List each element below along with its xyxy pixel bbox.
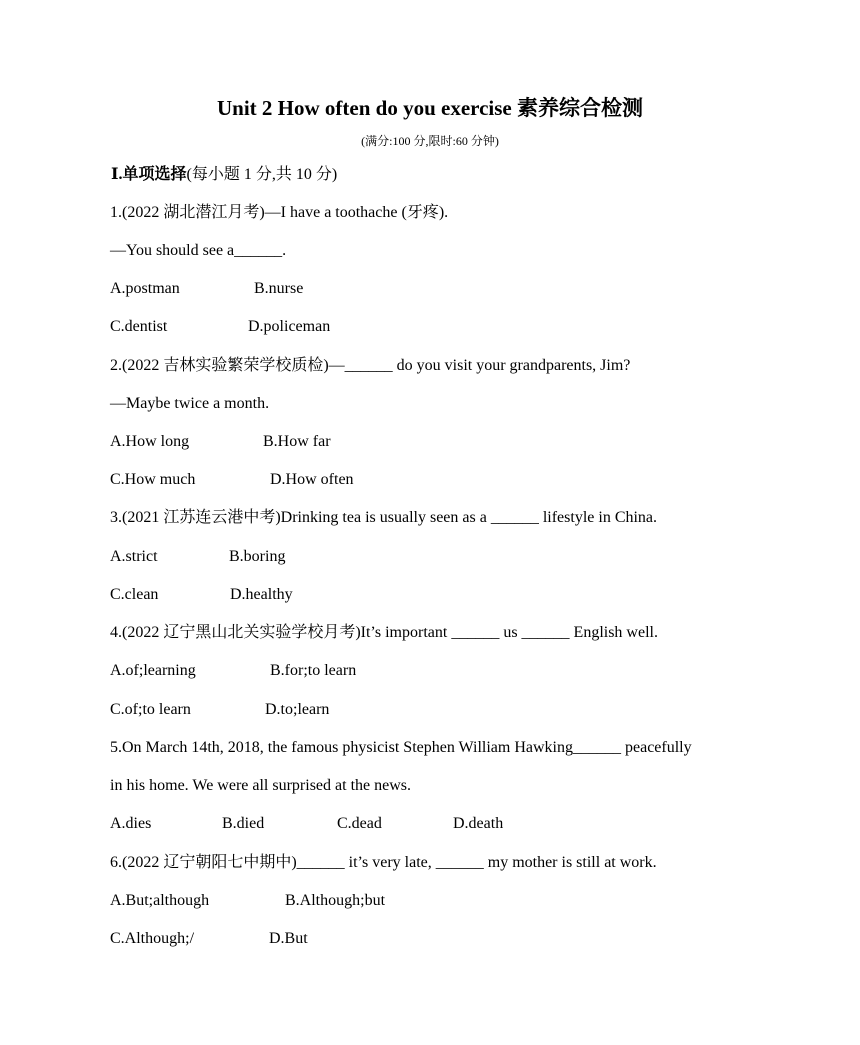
question-5-option-b: B.died	[222, 815, 265, 832]
question-3-stem: 3.(2021 江苏连云港中考)Drinking tea is usually seen as a ______ lifestyle in China.	[110, 509, 658, 526]
question-4-option-d: D.to;learn	[265, 701, 330, 718]
question-6-option-c: C.Although;/	[110, 930, 195, 947]
question-5-option-c: C.dead	[337, 815, 382, 832]
question-3-option-b: B.boring	[229, 548, 286, 565]
question-2-stem: 2.(2022 吉林实验繁荣学校质检)—______ do you visit your grandparents, Jim?	[110, 357, 631, 374]
question-3-option-d: D.healthy	[230, 586, 293, 603]
question-1-option-c: C.dentist	[110, 318, 168, 335]
question-6-stem: 6.(2022 辽宁朝阳七中期中)______ it’s very late, ______ my mother is still at work.	[110, 854, 657, 871]
question-1-option-b: B.nurse	[254, 280, 304, 297]
question-6-option-d: D.But	[269, 930, 308, 947]
question-4-option-b: B.for;to learn	[270, 662, 357, 679]
question-2-option-c: C.How much	[110, 471, 196, 488]
question-2-option-b: B.How far	[263, 433, 331, 450]
question-5-option-d: D.death	[453, 815, 504, 832]
question-6-option-a: A.But;although	[110, 892, 210, 909]
question-2-reply: —Maybe twice a month.	[110, 395, 270, 412]
section-heading	[111, 164, 337, 186]
question-1-option-d: D.policeman	[248, 318, 331, 335]
question-3-option-c: C.clean	[110, 586, 159, 603]
question-6-option-b: B.Although;but	[285, 892, 386, 909]
question-5-option-a: A.dies	[110, 815, 152, 832]
page-title: Unit 2 How often do you exercise 素养综合检测	[217, 96, 643, 120]
section-note: (每小题 1 分,共 10 分)	[186, 166, 338, 183]
question-1-option-a: A.postman	[110, 280, 180, 297]
question-5-stem-continued: in his home. We were all surprised at the news.	[110, 777, 412, 794]
question-4-option-a: A.of;learning	[110, 662, 196, 679]
question-3-option-a: A.strict	[110, 548, 158, 565]
page-subtitle: (满分:100 分,限时:60 分钟)	[361, 134, 499, 148]
question-2-option-d: D.How often	[270, 471, 354, 488]
section-title: Ⅰ.单项选择	[111, 166, 187, 183]
question-5-stem: 5.On March 14th, 2018, the famous physicist Stephen William Hawking______ peacefully	[110, 739, 692, 756]
question-4-option-c: C.of;to learn	[110, 701, 191, 718]
question-1-stem: 1.(2022 湖北潜江月考)—I have a toothache (牙疼).	[110, 204, 449, 221]
question-2-option-a: A.How long	[110, 433, 190, 450]
question-4-stem: 4.(2022 辽宁黑山北关实验学校月考)It’s important ______ us ______ English well.	[110, 624, 658, 641]
question-1-reply: —You should see a______.	[110, 242, 287, 259]
